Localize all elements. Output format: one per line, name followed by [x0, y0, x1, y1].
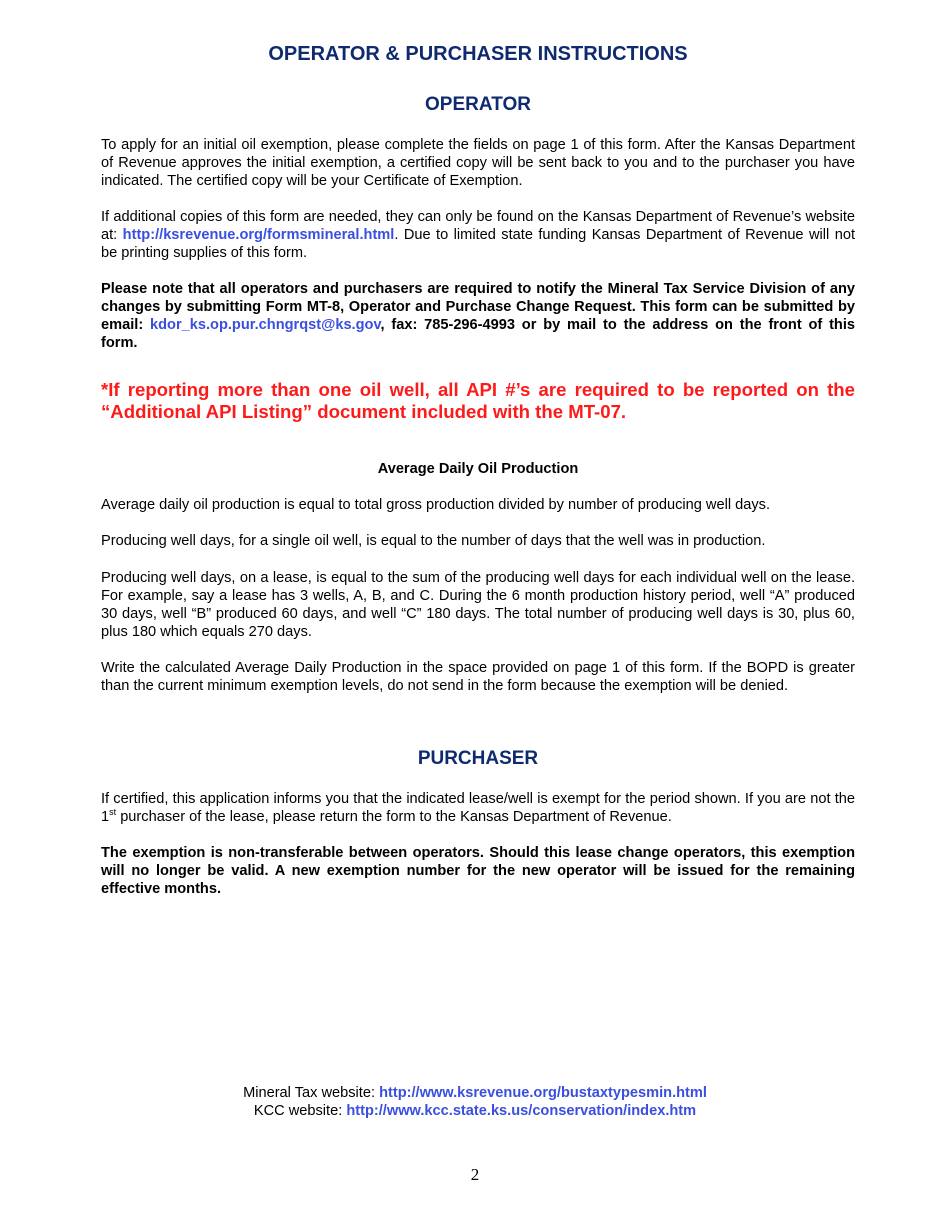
mineral-tax-footer-line — [0, 1084, 950, 1102]
avg-paragraph-3: Producing well days, on a lease, is equal to the sum of the producing well days for each individual well on the lease. For example, say a lease has 3 wells, A, B, and C. During the 6 month production history period, well “A” produced 30 days, well “B” produced 60 days, and well “C” 180 days. The total number of producing well days is 30, plus 60, plus 180 which equals 270 days. — [101, 570, 855, 640]
mineral-tax-link[interactable]: http://www.ksrevenue.org/bustaxtypesmin.html — [379, 1085, 707, 1101]
operator-notice-text-b: , fax: 785-296-4993 or by mail to the address on the front of this form. — [101, 317, 856, 351]
avg-paragraph-1: Average daily oil production is equal to total gross production divided by number of producing well days. — [101, 497, 771, 513]
avg-production-heading: Average Daily Oil Production — [377, 461, 579, 477]
ordinal-superscript: st — [109, 807, 117, 817]
mineral-tax-label: Mineral Tax website: — [243, 1085, 380, 1101]
operator-notice — [101, 280, 855, 352]
operator-paragraph-2 — [101, 208, 855, 262]
operator-paragraph-2-text-b: . Due to limited state funding Kansas Department of Revenue will not be printing supplies of this form. — [101, 227, 855, 261]
avg-paragraph-2: Producing well days, for a single oil well, is equal to the number of days that the well was in production. — [101, 533, 766, 549]
purchaser-paragraph-1 — [101, 790, 855, 826]
kcc-label: KCC website: — [253, 1103, 347, 1119]
kcc-footer-line — [0, 1102, 950, 1120]
purchaser-paragraph-1-text-a: If certified, this application informs you that the indicated lease/well is exempt for the period shown. If you are not the 1 — [101, 791, 855, 825]
operator-paragraph-1: To apply for an initial oil exemption, please complete the fields on page 1 of this form. After the Kansas Department of Revenue approves the initial exemption, a certified copy will be sent back to you and to the purchaser you have indicated. The certified copy will be your Certificate of Exemption. — [101, 137, 855, 189]
purchaser-heading: PURCHASER — [417, 748, 539, 769]
avg-paragraph-4: Write the calculated Average Daily Production in the space provided on page 1 of this form. If the BOPD is greater than the current minimum exemption levels, do not send in the form because the exemption will be denied. — [101, 660, 855, 694]
change-request-email-link[interactable]: kdor_ks.op.pur.chngrqst@ks.gov — [150, 317, 381, 333]
page-number: 2 — [470, 1165, 480, 1184]
operator-heading: OPERATOR — [425, 94, 531, 115]
operator-paragraph-2-text-a: If additional copies of this form are needed, they can only be found on the Kansas Department of Revenue’s website at: — [101, 209, 855, 243]
page-title: OPERATOR & PURCHASER INSTRUCTIONS — [268, 43, 688, 65]
api-warning: *If reporting more than one oil well, all API #’s are required to be reported on the “Additional API Listing” document included with the MT-07. — [101, 379, 855, 422]
forms-link[interactable]: http://ksrevenue.org/formsmineral.html — [122, 227, 395, 243]
operator-notice-text-a: Please note that all operators and purchasers are required to notify the Mineral Tax Service Division of any changes by submitting Form MT-8, Operator and Purchase Change Request. This form can be submitted by email: — [101, 281, 855, 333]
purchaser-paragraph-1-text-b: purchaser of the lease, please return the form to the Kansas Department of Revenue. — [116, 809, 672, 825]
kcc-link[interactable]: http://www.kcc.state.ks.us/conservation/index.htm — [346, 1103, 697, 1119]
purchaser-notice: The exemption is non-transferable between operators. Should this lease change operators, this exemption will no longer be valid. A new exemption number for the new operator will be issued for the remaining effective months. — [101, 845, 855, 897]
